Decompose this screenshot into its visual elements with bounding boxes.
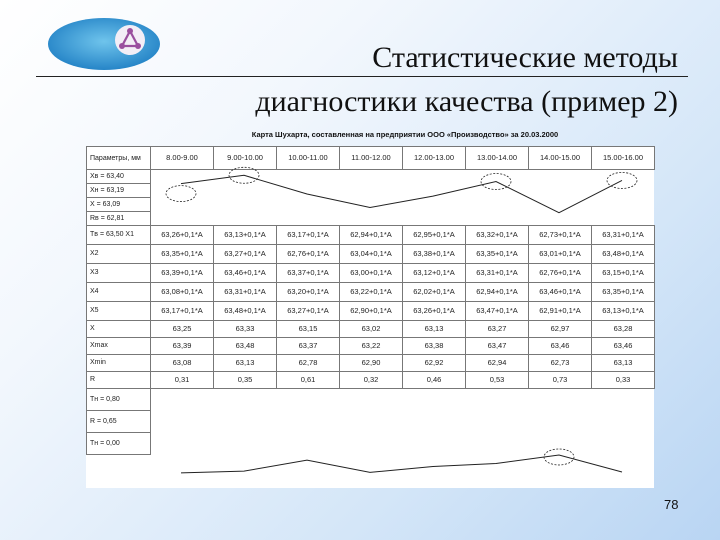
table-cell: 63,27+0,1*A	[277, 302, 340, 321]
time-header: 15.00-16.00	[592, 147, 655, 170]
slide-title	[158, 40, 678, 76]
table-cell: 63,35+0,1*A	[592, 283, 655, 302]
table-cell: 63,47	[466, 338, 529, 355]
table-cell: 63,48+0,1*A	[214, 302, 277, 321]
table-cell: 62,94+0,1*A	[340, 226, 403, 245]
bottom-label-row	[87, 389, 655, 411]
table-cell: 62,95+0,1*A	[403, 226, 466, 245]
table-cell: 63,17+0,1*A	[151, 302, 214, 321]
row-label: Tв = 63,50 X1	[87, 226, 151, 245]
table-cell: 0,32	[340, 372, 403, 389]
table-cell: 62,97	[529, 321, 592, 338]
table-cell: 63,00+0,1*A	[340, 264, 403, 283]
table-cell: 63,20+0,1*A	[277, 283, 340, 302]
table-cell: 63,13+0,1*A	[214, 226, 277, 245]
table-cell: 62,94+0,1*A	[466, 283, 529, 302]
table-cell: 0,46	[403, 372, 466, 389]
time-header: 14.00-15.00	[529, 147, 592, 170]
data-row	[87, 226, 655, 245]
table-cell: 62,78	[277, 355, 340, 372]
table-cell: 63,32+0,1*A	[466, 226, 529, 245]
table-cell: 0,33	[592, 372, 655, 389]
table-cell: 63,25	[151, 321, 214, 338]
shewhart-chart-sheet	[86, 146, 654, 488]
table-cell: 63,08+0,1*A	[151, 283, 214, 302]
table-cell: 63,26+0,1*A	[403, 302, 466, 321]
time-header: 12.00-13.00	[403, 147, 466, 170]
chart-band-cell	[151, 212, 655, 226]
time-header: 11.00-12.00	[340, 147, 403, 170]
top-label-row	[87, 184, 655, 198]
table-cell: 63,38	[403, 338, 466, 355]
row-label: X = 63,09	[87, 198, 151, 212]
row-label: X2	[87, 245, 151, 264]
bottom-label-row	[87, 411, 655, 433]
table-cell: 63,37+0,1*A	[277, 264, 340, 283]
table-cell: 63,26+0,1*A	[151, 226, 214, 245]
row-label: X5	[87, 302, 151, 321]
data-row	[87, 245, 655, 264]
chart-band-cell	[151, 198, 655, 212]
table-cell: 63,27	[466, 321, 529, 338]
table-cell: 0,53	[466, 372, 529, 389]
top-label-row	[87, 170, 655, 184]
table-cell: 63,39+0,1*A	[151, 264, 214, 283]
data-row	[87, 338, 655, 355]
table-cell: 63,35+0,1*A	[466, 245, 529, 264]
table-cell: 62,73+0,1*A	[529, 226, 592, 245]
table-cell: 63,13	[403, 321, 466, 338]
chart-band-cell	[151, 170, 655, 184]
top-label-row	[87, 212, 655, 226]
table-cell: 62,73	[529, 355, 592, 372]
param-header: Параметры, мм	[87, 147, 151, 170]
row-label: Tн = 0,00	[87, 433, 151, 455]
table-cell: 63,27+0,1*A	[214, 245, 277, 264]
table-header-row	[87, 147, 655, 170]
table-cell: 63,39	[151, 338, 214, 355]
row-label: Tн = 0,80	[87, 389, 151, 411]
table-cell: 63,48	[214, 338, 277, 355]
table-cell: 62,76+0,1*A	[529, 264, 592, 283]
table-cell: 63,46+0,1*A	[214, 264, 277, 283]
title-line-2: диагностики качества (пример 2)	[255, 85, 678, 118]
table-cell: 62,02+0,1*A	[403, 283, 466, 302]
table-cell: 63,12+0,1*A	[403, 264, 466, 283]
table-cell: 63,37	[277, 338, 340, 355]
table-cell: 63,22	[340, 338, 403, 355]
table-cell: 62,94	[466, 355, 529, 372]
shewhart-table	[86, 146, 655, 455]
table-cell: 63,31+0,1*A	[592, 226, 655, 245]
table-cell: 0,35	[214, 372, 277, 389]
table-cell: 63,38+0,1*A	[403, 245, 466, 264]
data-row	[87, 372, 655, 389]
top-label-row	[87, 198, 655, 212]
row-label: Xmin	[87, 355, 151, 372]
data-row	[87, 264, 655, 283]
table-cell: 0,31	[151, 372, 214, 389]
table-cell: 63,33	[214, 321, 277, 338]
row-label: R	[87, 372, 151, 389]
table-cell: 63,35+0,1*A	[151, 245, 214, 264]
row-label: Xmax	[87, 338, 151, 355]
table-cell: 0,61	[277, 372, 340, 389]
table-cell: 0,73	[529, 372, 592, 389]
row-label: Rв = 62,81	[87, 212, 151, 226]
row-label: Xв = 63,40	[87, 170, 151, 184]
table-cell: 63,01+0,1*A	[529, 245, 592, 264]
table-cell: 63,13+0,1*A	[592, 302, 655, 321]
chart-caption: Карта Шухарта, составленная на предприятии ООО «Производство» за 20.03.2000	[251, 130, 559, 139]
row-label: X3	[87, 264, 151, 283]
chart-band-cell	[151, 411, 655, 433]
table-cell: 63,02	[340, 321, 403, 338]
table-cell: 63,08	[151, 355, 214, 372]
table-cell: 62,90	[340, 355, 403, 372]
row-label: X	[87, 321, 151, 338]
table-cell: 63,31+0,1*A	[466, 264, 529, 283]
table-cell: 62,90+0,1*A	[340, 302, 403, 321]
chart-band-cell	[151, 184, 655, 198]
table-cell: 63,31+0,1*A	[214, 283, 277, 302]
page-number: 78	[664, 497, 679, 512]
table-cell: 63,28	[592, 321, 655, 338]
table-cell: 63,22+0,1*A	[340, 283, 403, 302]
data-row	[87, 321, 655, 338]
data-row	[87, 355, 655, 372]
data-row	[87, 302, 655, 321]
table-cell: 63,46	[529, 338, 592, 355]
slide-subtitle	[158, 84, 678, 120]
row-label: Xн = 63,19	[87, 184, 151, 198]
table-cell: 63,15	[277, 321, 340, 338]
table-cell: 63,46	[592, 338, 655, 355]
time-header: 8.00-9.00	[151, 147, 214, 170]
bottom-label-row	[87, 433, 655, 455]
table-cell: 63,48+0,1*A	[592, 245, 655, 264]
title-line-1: Статистические методы	[372, 41, 678, 74]
range-line	[181, 455, 622, 473]
row-label: X4	[87, 283, 151, 302]
row-label: R = 0,65	[87, 411, 151, 433]
table-cell: 63,17+0,1*A	[277, 226, 340, 245]
table-cell: 63,13	[592, 355, 655, 372]
table-cell: 62,92	[403, 355, 466, 372]
table-cell: 63,46+0,1*A	[529, 283, 592, 302]
table-cell: 62,91+0,1*A	[529, 302, 592, 321]
company-logo	[44, 14, 164, 74]
chart-band-cell	[151, 433, 655, 455]
table-cell: 63,47+0,1*A	[466, 302, 529, 321]
time-header: 9.00-10.00	[214, 147, 277, 170]
title-divider	[36, 76, 688, 77]
data-row	[87, 283, 655, 302]
time-header: 10.00-11.00	[277, 147, 340, 170]
table-cell: 62,76+0,1*A	[277, 245, 340, 264]
time-header: 13.00-14.00	[466, 147, 529, 170]
table-cell: 63,04+0,1*A	[340, 245, 403, 264]
table-cell: 63,15+0,1*A	[592, 264, 655, 283]
table-cell: 63,13	[214, 355, 277, 372]
chart-band-cell	[151, 389, 655, 411]
